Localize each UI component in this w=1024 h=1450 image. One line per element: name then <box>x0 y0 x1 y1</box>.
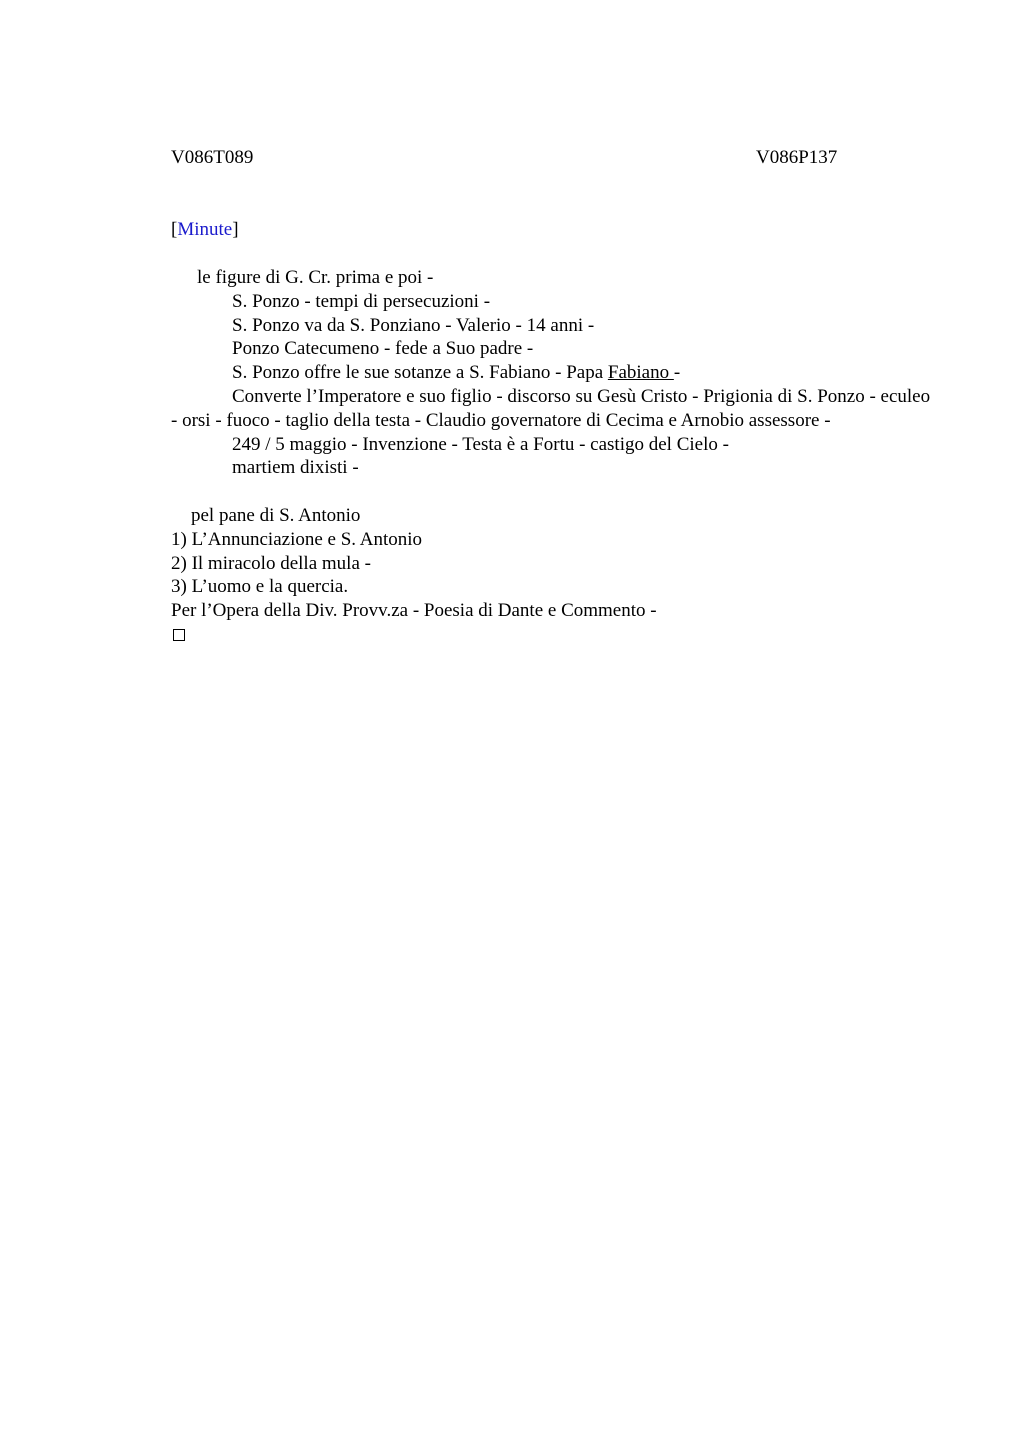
note-line: 249 / 5 maggio - Invenzione - Testa è a Fortu - castigo del Cielo - <box>232 433 729 455</box>
blank-line <box>171 480 931 504</box>
section-tag <box>171 218 239 242</box>
list-item: 2) Il miracolo della mula - <box>171 552 371 574</box>
square-icon <box>173 629 185 641</box>
end-marker <box>171 623 931 648</box>
list-item: 3) L’uomo e la quercia. <box>171 576 349 598</box>
note-line: Ponzo Catecumeno - fede a Suo padre - <box>232 338 534 360</box>
note-line <box>171 361 931 385</box>
document-body <box>171 266 931 648</box>
note-line: S. Ponzo va da S. Ponziano - Valerio - 14 anni - <box>232 314 595 336</box>
note-paragraph: Converte l’Imperatore e suo figlio - discorso su Gesù Cristo - Prigionia di S. Ponzo - eculeo - orsi - fuoco - taglio della testa - Claudio governatore di Cecima e Arnobio assessore - <box>171 385 931 431</box>
document-code-left: V086T089 <box>171 147 254 168</box>
note-line: martiem dixisti - <box>232 457 359 479</box>
antonio-heading: pel pane di S. Antonio <box>191 504 361 526</box>
open-bracket: [ <box>171 219 178 240</box>
minute-link[interactable]: Minute <box>177 219 233 240</box>
final-line: Per l’Opera della Div. Provv.za - Poesia di Dante e Commento - <box>171 600 657 622</box>
close-bracket: ] <box>232 219 239 240</box>
list-item: 1) L’Annunciazione e S. Antonio <box>171 528 423 550</box>
underlined-name: Fabiano <box>607 362 674 384</box>
note-line: le figure di G. Cr. prima e poi - <box>197 267 434 288</box>
note-text: S. Ponzo offre le sue sotanze a S. Fabiano - Papa <box>232 362 608 384</box>
note-line: S. Ponzo - tempi di persecuzioni - <box>232 290 491 312</box>
note-text: - <box>673 362 681 384</box>
document-code-right: V086P137 <box>756 147 838 168</box>
